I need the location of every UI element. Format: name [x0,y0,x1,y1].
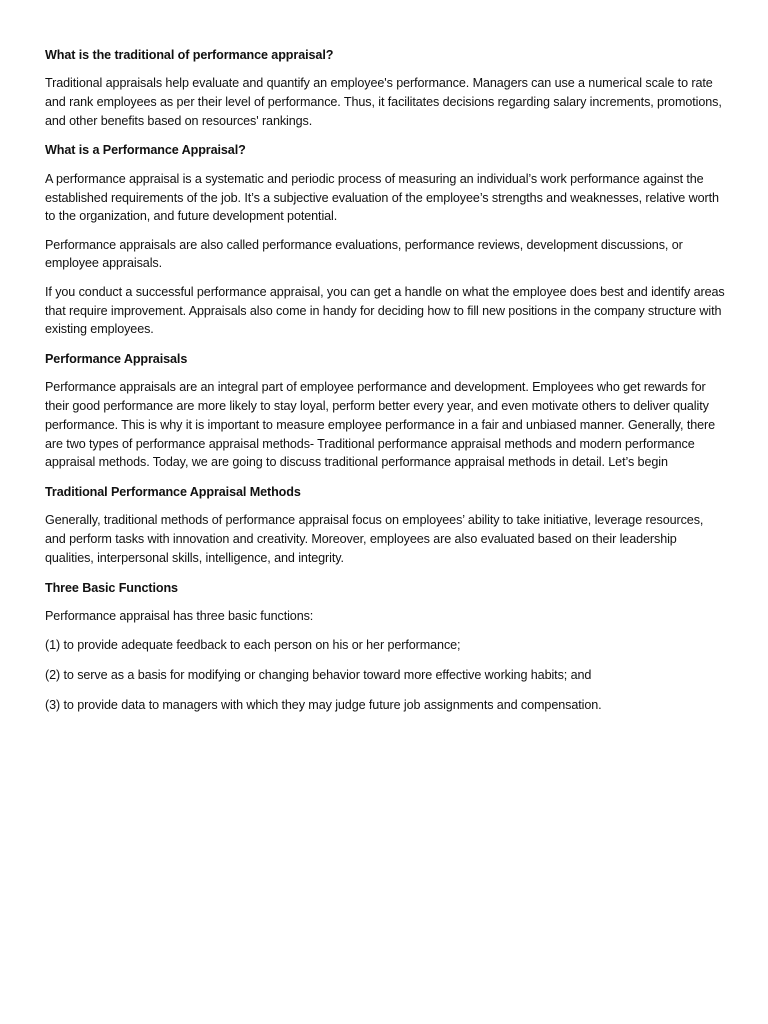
heading-what-is-appraisal: What is a Performance Appraisal? [45,143,246,158]
paragraph-three-functions-intro: Performance appraisal has three basic functions: [45,608,314,623]
list-item-function-3: (3) to provide data to managers with which they may judge future job assignments and compensation. [45,697,602,712]
paragraph-successful-appraisal: If you conduct a successful performance appraisal, you can get a handle on what the employee does best and identify areas that require improvement. Appraisals also come in handy for deciding how to fill new positions in the company structure with existing employees. [45,284,725,337]
list-item-function-2: (2) to serve as a basis for modifying or changing behavior toward more effective working habits; and [45,668,592,682]
paragraph-traditional-methods: Generally, traditional methods of performance appraisal focus on employees’ ability to take initiative, leverage resources, and perform tasks with innovation and creativity. Moreover, employees are also evaluated based on their leadership qualities, interpersonal skills, intelligence, and integrity. [45,513,704,565]
heading-performance-appraisals: Performance Appraisals [45,351,188,366]
paragraph-traditional-appraisals: Traditional appraisals help evaluate and quantify an employee's performance. Managers can use a numerical scale to rate and rank employees as per their level of performance. Thus, it facilitates decisions regarding salary increments, promotions, and other benefits based on resources' rankings. [45,76,722,128]
paragraph-appraisal-synonyms: Performance appraisals are also called performance evaluations, performance reviews, development discussions, or employee appraisals. [45,237,683,271]
paragraph-appraisal-definition: A performance appraisal is a systematic and periodic process of measuring an individual’s work performance against the established requirements of the job. It’s a subjective evaluation of the employee’s strengths and weaknesses, relative worth to the organization, and future development potential. [45,171,719,224]
heading-traditional-methods: Traditional Performance Appraisal Methods [45,485,301,500]
list-item-function-1: (1) to provide adequate feedback to each person on his or her performance; [45,638,461,653]
heading-three-basic-functions: Three Basic Functions [45,580,178,595]
paragraph-integral-part: Performance appraisals are an integral part of employee performance and development. Employees who get rewards for their good performance are more likely to stay loyal, perform better every year, and even motivate others to deliver quality performance. This is why it is important to measure employee performance in a fair and unbiased manner. Generally, there are two types of performance appraisal methods- Traditional performance appraisal methods and modern performance appraisal methods. Today, we are going to discuss traditional performance appraisal methods in detail. Let’s begin [45,380,716,470]
heading-traditional-appraisal: What is the traditional of performance appraisal? [45,48,334,62]
document-page [45,46,725,725]
